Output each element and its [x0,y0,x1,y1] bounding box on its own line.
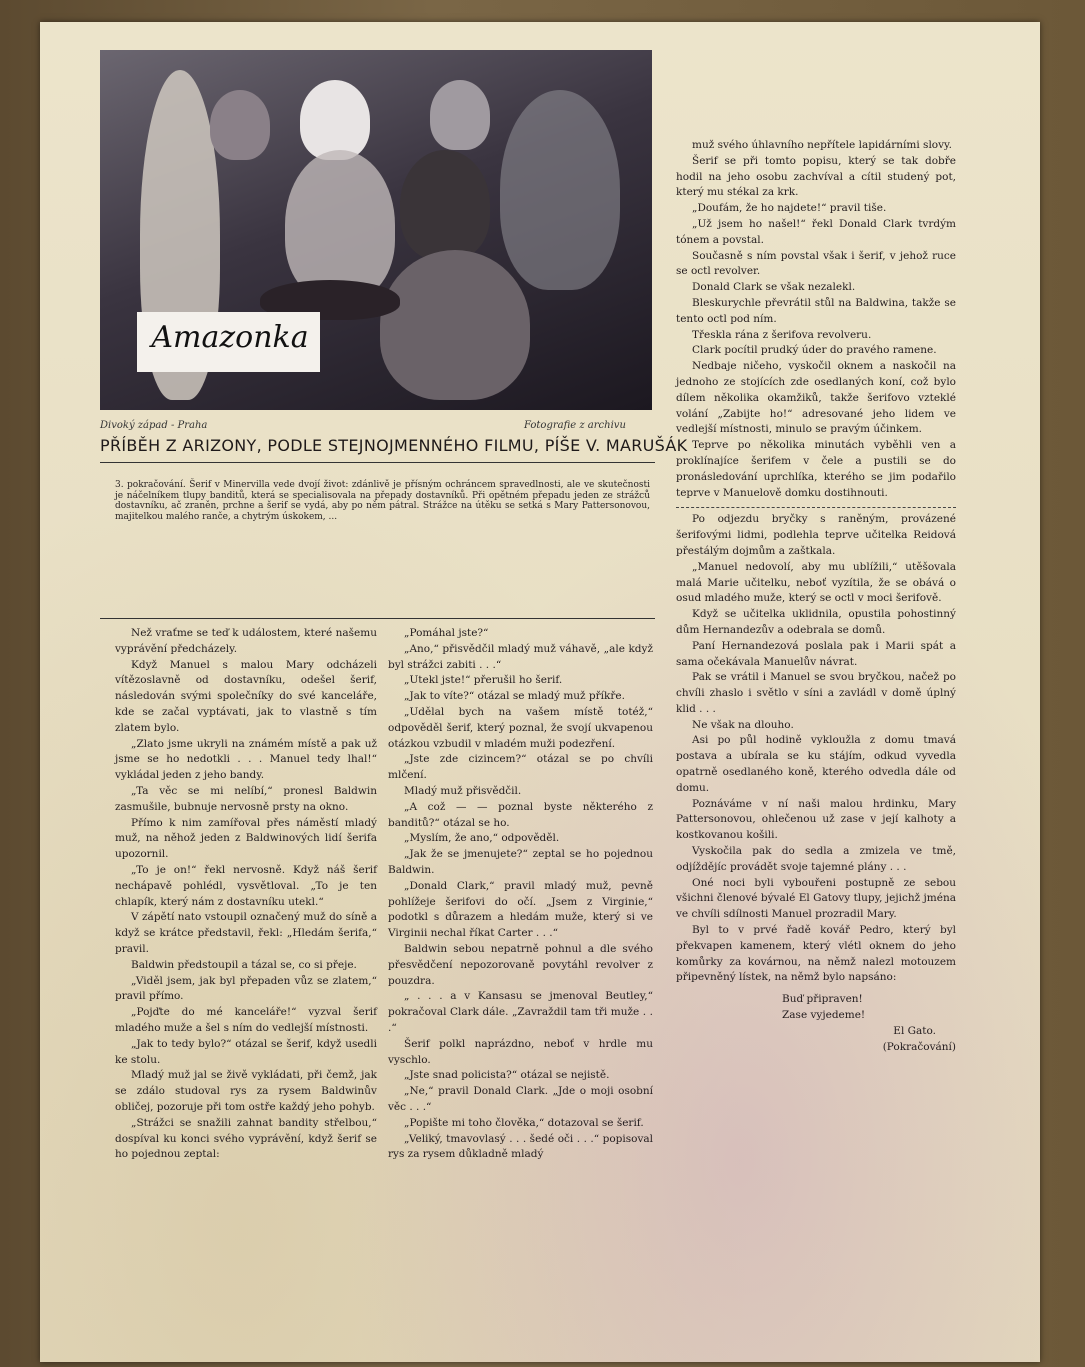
paragraph: „Viděl jsem, jak byl přepaden vůz se zlatem,“ pravil přímo. [115,974,377,1003]
paragraph: Poznáváme v ní naši malou hrdinku, Mary Pattersonovou, ohlečenou už zase v její kalhoty a kostkovanou košili. [676,797,956,842]
paragraph: „Jste snad policista?“ otázal se nejistě. [404,1069,610,1082]
paragraph: Mladý muž jal se živě vykládati, při čemž, jak se zdálo studoval rys za rysem Baldwinův obličej, pozoruje při tom ostře každý jeho pohyb. [115,1069,377,1113]
paragraph: „Jak že se jmenujete?“ zeptal se ho pojednou Baldwin. [388,848,653,876]
note-line-2: Zase vyjedeme! [782,1009,866,1022]
paragraph: Když se učitelka uklidnila, opustila pohostinný dům Hernandezův a odebrala se domů. [676,608,956,636]
divider [100,462,655,463]
paragraph: Mladý muž přisvědčil. [404,784,522,797]
paragraph: „Doufám, že ho najdete!“ pravil tiše. [692,202,887,215]
photo-credit: Fotografie z archivu [524,420,626,431]
paragraph: „Jak to tedy bylo?“ otázal se šerif, když usedli ke stolu. [115,1037,377,1066]
paragraph: „Udělal bych na vašem místě totéž,“ odpověděl šerif, který poznal, že svojí ukvapenou otázkou vzbudil v mladém muži podezření. [388,705,653,750]
paragraph: Po odjezdu bryčky s raněným, provázené šerifovými lidmi, podlehla teprve učitelka Reidová přestálým dojmům a zaštkala. [676,513,956,557]
text-column-2 [388,626,653,1163]
paragraph: „ . . . a v Kansasu se jmenoval Beutley,“ pokračoval Clark dále. „Zavraždil tam tři muže . . .“ [388,990,653,1034]
signature: El Gato. [893,1024,936,1037]
paragraph: „Myslím, že ano,“ odpověděl. [404,832,560,845]
paragraph: „A což — — poznal byste některého z banditů?“ otázal se ho. [388,800,653,829]
paragraph: Šerif se při tomto popisu, který se tak dobře hodil na jeho osobu zachvíval a cítil studený pot, který mu stékal za krk. [676,154,956,199]
text-column-3 [676,138,956,1055]
paragraph: Třeskla rána z šerifova revolveru. [692,328,872,341]
paragraph: „Jste zde cizincem?“ otázal se po chvíli mlčení. [388,753,653,782]
headline: PŘÍBĚH Z ARIZONY, PODLE STEJNOJMENNÉHO FILMU, PÍŠE V. MARUŠÁK [100,436,688,455]
paragraph: Paní Hernandezová poslala pak i Marii spát a sama očekávala Manuelův návrat. [676,639,956,668]
paragraph: Bleskurychle převrátil stůl na Baldwina, takže se tento octl pod ním. [676,296,956,325]
paragraph: „Ne,“ pravil Donald Clark. „Jde o moji osobní věc . . .“ [388,1085,653,1113]
section-break [676,507,956,508]
text-column-1 [115,626,377,1163]
paragraph: Šerif polkl naprázdno, neboť v hrdle mu vyschlo. [388,1037,653,1066]
paragraph: Vyskočila pak do sedla a zmizela ve tmě, odjíždějíc provádět svoje tajemné plány . . . [676,845,956,873]
magazine-page [40,22,1040,1362]
note-line-1: Buď připraven! [782,993,863,1006]
paragraph: „Zlato jsme ukryli na známém místě a pak už jsme se ho nedotkli . . . Manuel tedy lhal!“ vykládal jeden z jeho bandy. [115,737,377,782]
paragraph: „Popište mi toho člověka,“ dotazoval se šerif. [404,1116,644,1129]
film-title: Amazonka [151,320,309,355]
divider [100,618,655,619]
paragraph: Současně s ním povstal však i šerif, v jehož ruce se octl revolver. [676,249,956,278]
continued-note: (Pokračování) [882,1040,956,1053]
paragraph: „Strážci se snažili zahnat bandity střelbou,“ dospíval ku konci svého vyprávění, když šerif se ho pojednou zeptal: [115,1116,377,1161]
paragraph: V zápětí nato vstoupil označený muž do síně a když se krátce představil, řekl: „Hledám šerifa,“ pravil. [115,911,377,955]
paragraph: Asi po půl hodině vykloužla z domu tmavá postava a ubírala se ku stájím, odkud vyvedla opatrně osedlaného koně, kterého odvedla dále od domu. [676,734,956,794]
paragraph: „To je on!“ řekl nervosně. Když náš šerif nechápavě pohlédl, vysvětloval. „To je ten chlapík, který nám z dostavníku utekl.“ [115,863,377,908]
paragraph: Když Manuel s malou Mary odcházeli vítězoslavně od dostavníku, odešel šerif, následován svými společníky do své kanceláře, kde se začal vyptávati, jak to vlastně s tím zlatem bylo. [115,658,377,734]
paragraph: „Donald Clark,“ pravil mladý muž, pevně pohlížeje šerifovi do očí. „Jsem z Virginie,“ podotkl s důrazem a hledám muže, který si ve Virginii nechal říkat Carter . . .“ [388,879,653,940]
paragraph: Než vraťme se teď k událostem, které našemu vyprávění předcházely. [115,627,377,655]
paragraph: Pak se vrátil i Manuel se svou bryčkou, načež po chvíli zhaslo i světlo v síni a zavládl v domě úplný klid . . . [676,671,956,715]
paragraph: Ne však na dlouho. [692,718,794,731]
paragraph: Byl to v prvé řadě kovář Pedro, který byl překvapen kamenem, který vlétl oknem do jeho komůrky za kovárnou, na němž nalezl motouzem připevněný lístek, na němž bylo napsáno: [676,924,956,984]
paragraph: „Pomáhal jste?“ [404,627,489,639]
intro-summary: 3. pokračování. Šerif v Minervilla vede dvojí život: zdánlivě je přísným ochráncem spravedlnosti, ale ve skutečnosti je náčelníkem tlupy banditů, která se specialisovala na přepady dostavníků. Při opětném přepadu jeden ze strážců dostavníku, ač zraněn, prchne a šerif se vydá, aby po něm pátral. Strážce na útěku se setká s Mary Pattersonovou, majitelkou malého ranče, a chytrým úskokem, ... [115,480,650,522]
paragraph: Baldwin sebou nepatrně pohnul a dle svého přesvědčení nepozorovaně povytáhl revolver z pouzdra. [388,942,653,987]
credit-left: Divoký západ - Praha [100,420,208,431]
paragraph: Baldwin předstoupil a tázal se, co si přeje. [131,958,357,971]
paragraph: Clark pocítil prudký úder do pravého ramene. [692,344,937,357]
paragraph: „Jak to víte?“ otázal se mladý muž příkře. [404,690,625,703]
paragraph: „Utekl jste!“ přerušil ho šerif. [404,674,563,687]
paragraph: Nedbaje ničeho, vyskočil oknem a naskočil na jednoho ze stojících zde osedlaných koní, což bylo dílem několika okamžiků, takže šerifovo vzteklé volání „Zabijte ho!“ adresované jeho lidem ve vedlejší místnosti, minulo se pravým účinkem. [676,360,956,436]
paragraph: „Pojďte do mé kanceláře!“ vyzval šerif mladého muže a šel s ním do vedlejší místnosti. [115,1006,377,1034]
paragraph: „Manuel nedovolí, aby mu ublížili,“ utěšovala malá Marie učitelku, neboť vyzítila, že se obává o osud mladého muže, který se octl v moci šerifově. [676,560,956,605]
paragraph: Donald Clark se však nezalekl. [692,281,856,294]
paragraph: Teprve po několika minutách vyběhli ven a proklínajíce šerifem v čele a pustili se do pronásledování uprchlíka, kterého se jim podařilo teprve v Manuelově domku dostihnouti. [676,439,956,499]
film-still-photo [100,50,652,410]
paragraph: Přímo k nim zamířoval přes náměstí mladý muž, na něhož jeden z Baldwinových lidí šerifa upozornil. [115,816,377,861]
paragraph: Oné noci byli vybouřeni postupně ze sebou všichni členové bývalé El Gatovy tlupy, jejichž jména ve chvíli sdílnosti Manuel prozradil Mary. [676,876,956,921]
paragraph: „Ta věc se mi nelíbí,“ pronesl Baldwin zasmušile, bubnuje nervosně prsty na okno. [115,784,377,813]
paragraph: „Už jsem ho našel!“ řekl Donald Clark tvrdým tónem a povstal. [676,217,956,246]
paragraph: „Veliký, tmavovlasý . . . šedé oči . . .“ popisoval rys za rysem důkladně mladý [388,1132,653,1161]
paragraph: „Ano,“ přisvědčil mladý muž váhavě, „ale když byl strážci zabiti . . .“ [388,642,653,671]
paragraph: muž svého úhlavního nepřítele lapidárními slovy. [692,139,952,151]
